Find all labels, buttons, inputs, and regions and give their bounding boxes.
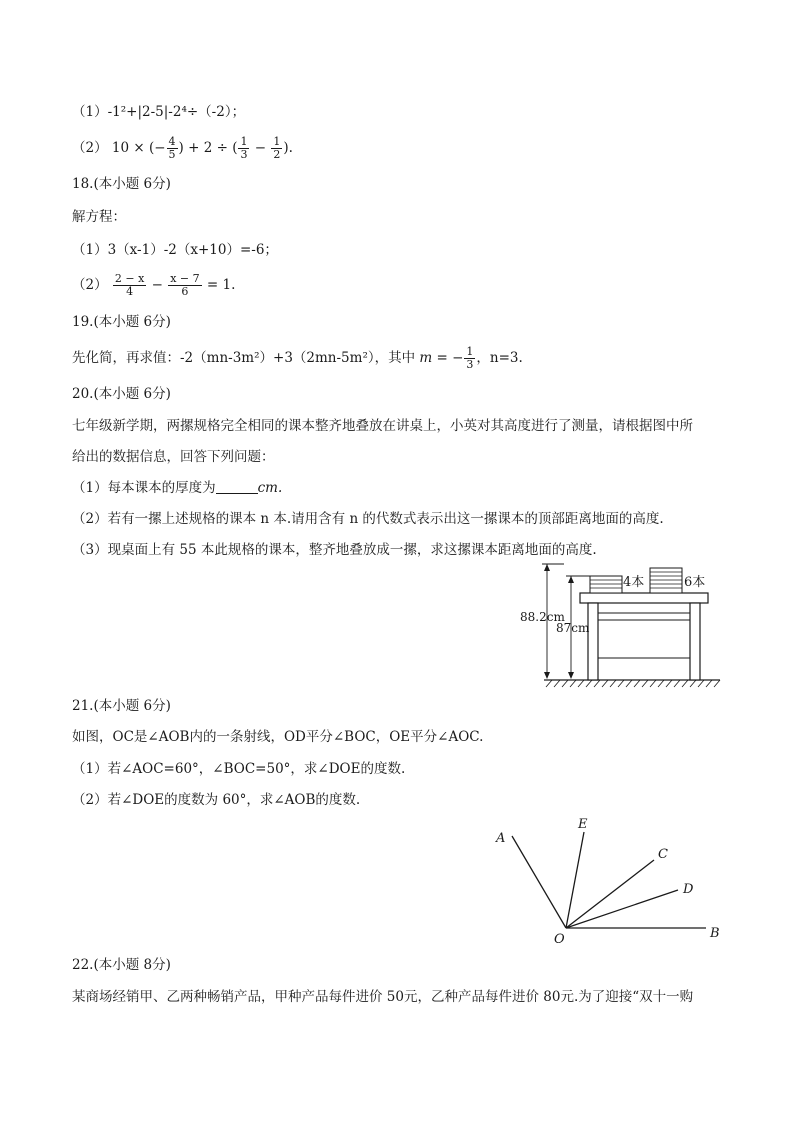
fraction: $\frac{x - 7}{6}$ [170,272,200,298]
ray-OA [512,836,566,928]
ground-hatch [546,680,720,687]
q18-item-1: （1）3（x-1）-2（x+10）=-6； [72,242,278,258]
stack-label-6: 6本 [684,575,706,590]
point-label-B: B [710,926,720,941]
q20-paragraph-line-1: 七年级新学期，两摞规格完全相同的课本整齐地叠放在讲桌上，小英对其高度进行了测量，请根据图中所 [72,418,693,434]
fraction: $\frac{1}{2}$ [273,135,281,161]
point-label-C: C [658,847,668,862]
q18-item-1-expression: 3（x-1）-2（x+10）=-6； [107,242,278,258]
q21-intro: 如图，OC是∠AOB内的一条射线，OD平分∠BOC，OE平分∠AOC. [72,729,484,745]
ray-OE [566,832,584,928]
q18-item-2: （2） $\frac{2 - x}{4}$ − $\frac{x - 7}{6}$ = 1. [72,272,236,298]
ray-OD [566,890,678,928]
q20-heading: 20.(本小题 6分) [72,386,171,402]
q20-item-2: （2）若有一摞上述规格的课本 n 本.请用含有 n 的代数式表示出这一摞课本的顶部距离地面的高度. [72,511,664,527]
q21-item-1: （1）若∠AOC=60°，∠BOC=50°，求∠DOE的度数. [72,761,406,777]
point-label-E: E [578,817,588,832]
point-label-D: D [683,882,694,897]
point-label-A: A [496,831,506,846]
ray-OC [566,860,654,928]
q21-item-2: （2）若∠DOE的度数为 60°，求∠AOB的度数. [72,792,361,808]
fraction: $\frac{1}{3}$ [240,135,248,161]
q20-item-1: （1）每本课本的厚度为 cm. [72,480,283,496]
stack-label-4: 4本 [623,575,645,590]
q20-item-3: （3）现桌面上有 55 本此规格的课本，整齐地叠放成一摞，求这摞课本距离地面的高度. [72,542,597,558]
answer-blank [216,479,258,494]
q17-item-1-expression: -1²+|2-5|-2⁴÷（-2）； [107,104,246,120]
q18-heading: 18.(本小题 6分) [72,176,171,192]
height-label-87cm: 87cm [556,621,590,635]
desk-books-figure [516,560,726,688]
q19-heading: 19.(本小题 6分) [72,314,171,330]
angle-rays-figure [490,812,730,948]
q17-item-2: （2） 10 × (− $\frac{4}{5}$ ) + 2 ÷ ( $\frac{1}{3}$ − $\frac{1}{2}$ ). [72,135,293,161]
q20-paragraph-line-2: 给出的数据信息，回答下列问题： [72,449,275,465]
q21-heading: 21.(本小题 6分) [72,698,171,714]
fraction: $\frac{4}{5}$ [168,135,176,161]
q22-paragraph-line-1: 某商场经销甲、乙两种畅销产品，甲种产品每件进价 50元，乙种产品每件进价 80元.为了迎接“双十一购 [72,989,694,1005]
q17-item-1: （1）-1²+|2-5|-2⁴÷（-2）； [72,104,246,120]
q19-text: 先化简，再求值：-2（mn-3m²）+3（2mn-5m²），其中 m = − $\frac{1}{3}$ ，n=3. [72,345,523,371]
q22-heading: 22.(本小题 8分) [72,957,171,973]
fraction: $\frac{2 - x}{4}$ [114,272,145,298]
fraction: $\frac{1}{3}$ [466,345,474,371]
point-label-O: O [554,932,565,947]
height-label-88-2cm: 88.2cm [520,610,565,624]
q18-intro: 解方程： [72,209,126,225]
